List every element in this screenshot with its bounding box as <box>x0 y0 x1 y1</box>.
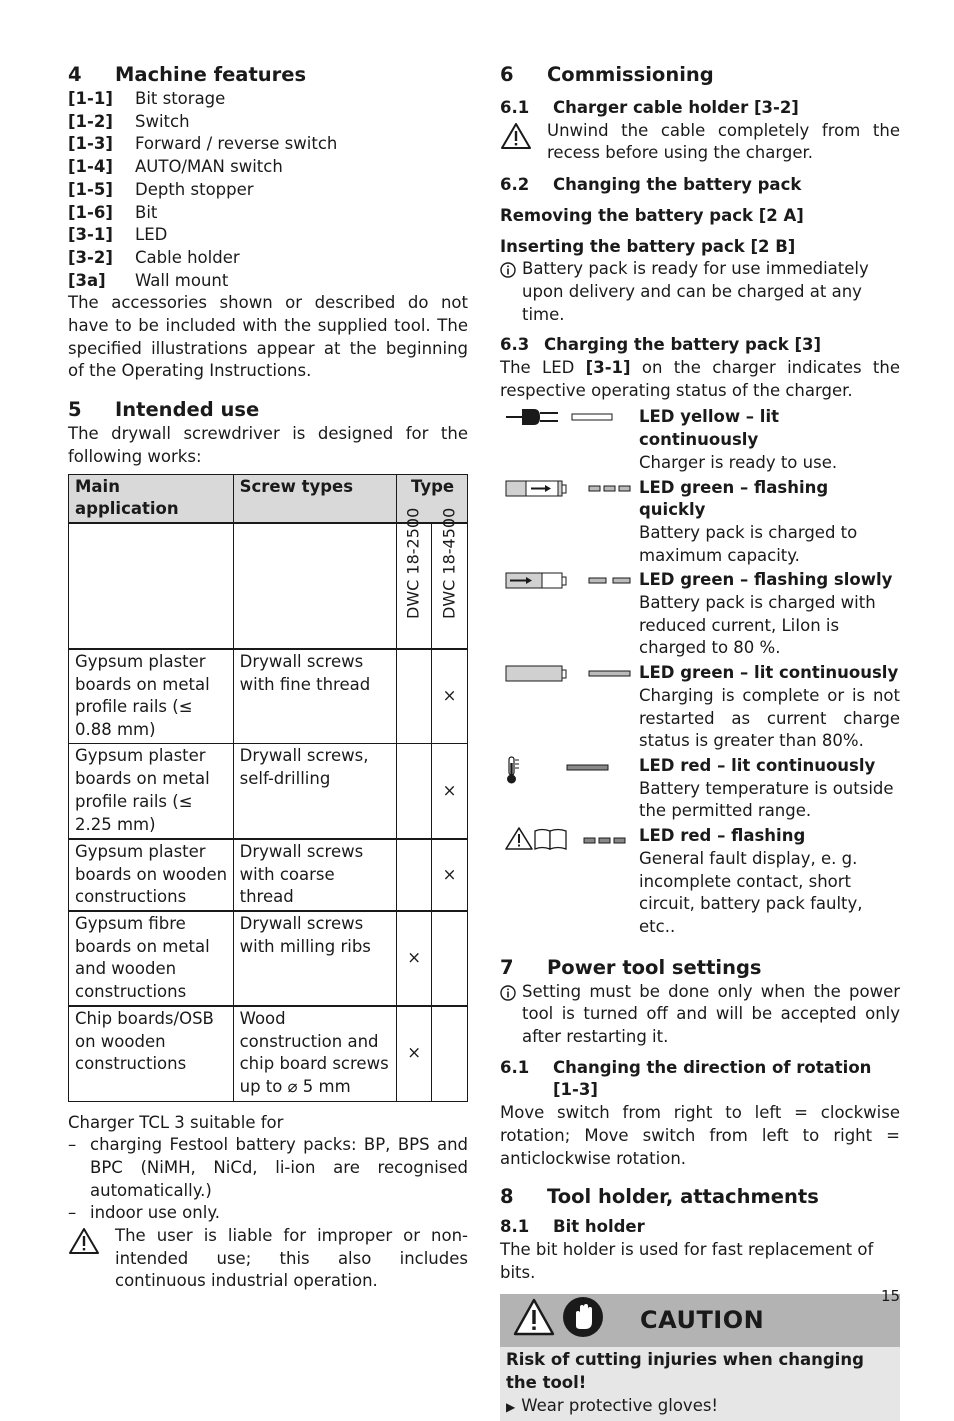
feature-item: [1-1] Bit storage <box>68 89 226 108</box>
feature-item: [1-5] Depth stopper <box>68 179 254 199</box>
table-type-row <box>69 523 468 649</box>
feature-item: [1-6] Bit <box>68 202 158 222</box>
caution-action: ▶ Wear protective gloves! <box>506 1395 719 1415</box>
battery-full-icon <box>500 662 639 684</box>
table-row: Gypsum fibre boards on metal and wooden constructions Drywall screws with milling ribs × <box>69 911 468 1006</box>
liability-warning: The user is liable for improper or non-intended use; this also includes continuous industrial operation. <box>68 1225 468 1293</box>
type-label-cell: DWC 18-2500 <box>397 523 432 649</box>
warning-icon <box>512 1297 556 1344</box>
led-status-item: LED green – flashing slowly Battery pack is charged with reduced current, LiIon is charged to 80 %. <box>500 569 900 660</box>
led-status-item: LED green – lit continuously Charging is complete or is not restarted as current charge status is greater than 80%. <box>500 662 900 753</box>
left-column <box>68 62 468 1293</box>
table-row: Gypsum plaster boards on metal profile rails (≤ 2.25 mm) Drywall screws, self-drilling × <box>69 744 468 839</box>
feature-item: [1-3] Forward / reverse switch <box>68 134 338 154</box>
battery-charging-icon <box>500 477 639 499</box>
led-status-item: LED green – flashing quickly Battery pack is charged to maximum capacity. <box>500 477 900 568</box>
remove-battery-heading: Removing the battery pack [2 A] <box>500 205 804 225</box>
section-6-1-heading: 6.1 Charger cable holder [3-2] <box>500 98 799 117</box>
feature-item: [3-1] LED <box>68 225 168 245</box>
section-6-3-heading: 6.3 Charging the battery pack [3] <box>500 335 822 355</box>
feature-list <box>68 88 468 292</box>
intended-use-intro: The drywall screwdriver is designed for the following works: <box>68 424 468 466</box>
bit-holder-text: The bit holder is used for fast replacement of bits. <box>500 1239 874 1282</box>
section-8-heading: 8 Tool holder, attachments <box>500 1185 819 1209</box>
led-status-item: LED yellow – lit continuously Charger is ready to use. <box>500 406 900 474</box>
plug-icon <box>500 406 639 428</box>
section-8-1-heading: 8.1 Bit holder <box>500 1217 645 1237</box>
insert-battery-heading: Inserting the battery pack [2 B] <box>500 236 796 256</box>
list-item: – charging Festool battery packs: BP, BPS and BPC (NiMH, NiCd, li-ion are recognised automatically.) <box>68 1135 468 1200</box>
warning-manual-icon <box>500 825 639 847</box>
list-item: – indoor use only. <box>68 1203 220 1223</box>
section-5-heading: 5 Intended use <box>68 398 260 422</box>
header-main-application: Main application <box>69 474 234 523</box>
caution-label: CAUTION <box>640 1306 765 1335</box>
section-6-2-heading: 6.2 Changing the battery pack <box>500 175 802 195</box>
header-screw-types: Screw types <box>233 474 397 523</box>
thermometer-icon <box>500 755 639 777</box>
application-table <box>68 474 468 1102</box>
caution-header <box>500 1294 900 1347</box>
charger-intro: Charger TCL 3 suitable for <box>68 1112 284 1132</box>
triangle-right-icon: ▶ <box>506 1399 516 1414</box>
info-icon <box>500 258 522 326</box>
gloves-icon <box>562 1296 604 1345</box>
led-intro: The LED [3-1] on the charger indicates the respective operating status of the charger. <box>500 358 900 400</box>
led-status-item: LED red – lit continuously Battery temperature is outside the permitted range. <box>500 755 900 823</box>
section-4-heading: 4 Machine features <box>68 63 307 86</box>
table-row: Gypsum plaster boards on metal profile rails (≤ 0.88 mm) Drywall screws with fine thread × <box>69 649 468 744</box>
right-column <box>500 62 900 1421</box>
battery-note: Battery pack is ready for use immediately upon delivery and can be charged at any time. <box>500 258 900 326</box>
section-7-heading: 7 Power tool settings <box>500 955 762 979</box>
accessories-note: The accessories shown or described do not have to be included with the supplied tool. The specified illustrations appear at the beginning of the Operating Instructions. <box>68 293 468 381</box>
table-row: Gypsum plaster boards on wooden constructions Drywall screws with coarse thread × <box>69 839 468 911</box>
warning-icon <box>68 1225 115 1293</box>
caution-body <box>500 1347 900 1421</box>
table-row: Chip boards/OSB on wooden constructions Wood construction and chip board screws up to ⌀ 5 mm × <box>69 1006 468 1101</box>
page-number: 15 <box>881 1287 901 1305</box>
section-7-1-heading: 6.1 Changing the direction of rotation [1-3] <box>500 1057 872 1100</box>
info-icon <box>500 981 522 1049</box>
caution-box <box>500 1294 900 1421</box>
settings-note: Setting must be done only when the power tool is turned off and will be accepted only after restarting it. <box>500 981 900 1049</box>
cable-warning: Unwind the cable completely from the recess before using the charger. <box>500 120 900 165</box>
led-status-item: LED red – flashing General fault display, e. g. incomplete contact, short circuit, battery pack faulty, etc.. <box>500 825 900 939</box>
caution-risk: Risk of cutting injuries when changing the tool! <box>506 1350 864 1393</box>
feature-item: [3a] Wall mount <box>68 270 229 290</box>
feature-item: [1-2] Switch <box>68 111 190 131</box>
feature-item: [3-2] Cable holder <box>68 247 240 267</box>
rotation-text: Move switch from right to left = clockwise rotation; Move switch from left to right = anticlockwise rotation. <box>500 1103 900 1168</box>
section-6-heading: 6 Commissioning <box>500 63 714 86</box>
type-label-cell: DWC 18-4500 <box>432 523 468 649</box>
feature-item: [1-4] AUTO/MAN switch <box>68 157 283 177</box>
header-type: Type <box>397 474 468 523</box>
battery-charging-icon <box>500 569 639 591</box>
warning-icon <box>500 120 547 165</box>
